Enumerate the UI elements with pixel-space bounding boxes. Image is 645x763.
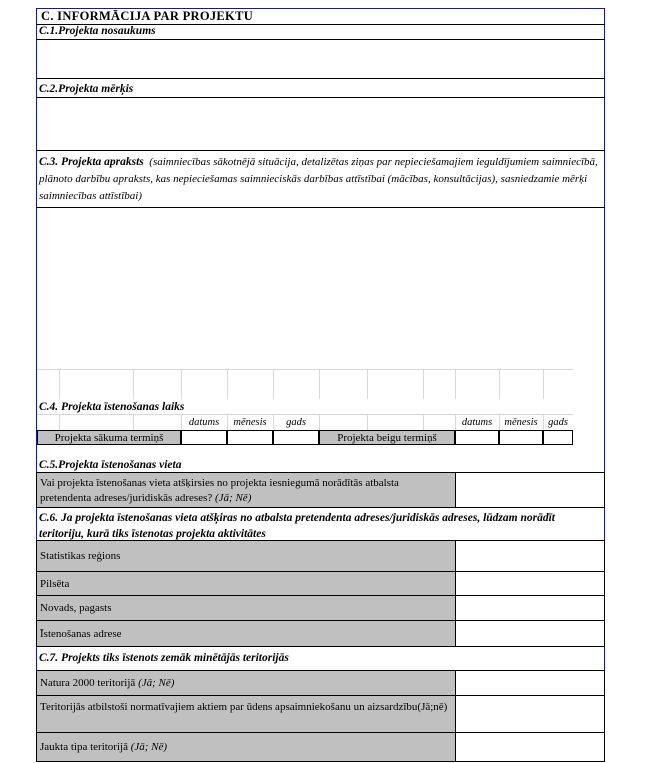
c1-label: C.1.Projekta nosaukums [39,25,156,37]
c4-label: C.4. Projekta īstenošanas laiks [39,401,185,413]
c3-faint-grid [37,369,573,398]
c3-input[interactable] [37,208,604,368]
end-year-input[interactable] [543,430,573,445]
c5-question [36,472,456,508]
end-month-input[interactable] [499,430,543,445]
c7-row-natura-label [36,670,456,696]
end-day-input[interactable] [455,430,499,445]
start-year-header: gads [286,417,306,428]
end-year-header: gads [548,417,568,428]
c7-row-mixed-hint: (Jā; Nē) [130,741,168,753]
c3-hint: (saimniecības sākotnējā situācija, detalizētas ziņas par nepieciešamajiem ieguldījumiem saimniecībā, plānoto darbību apraksts, kas nepieciešamas saimnieciskās darbības attīstībai (mācības, konsultācijas), sasniedzamie mērķi saimniecības attīstībai) [39,156,598,202]
c3-header [39,154,599,205]
c7-row-water-input[interactable] [455,695,605,733]
start-day-header: datums [188,417,220,428]
c2-bottom [36,150,605,151]
end-day-header: datums [461,417,493,428]
start-month-input[interactable] [227,430,273,445]
start-year-input[interactable] [273,430,319,445]
c6-row-city-input[interactable] [455,571,605,596]
start-month-header: mēnesis [233,417,267,428]
c2-input[interactable] [37,98,604,150]
c5-label: C.5.Projekta īstenošanas vieta [39,459,182,471]
c7-row-natura-hint: (Jā; Nē) [138,677,175,689]
c5-question-text: Vai projekta īstenošanas vieta atšķirsies no projekta iesniegumā norādītās atbalsta pretendenta adreses/juridiskās adreses? [40,477,399,504]
c7-row-natura-input[interactable] [455,670,605,696]
c6-row-city-label: Pilsēta [36,571,456,596]
c6-row-region-label: Statistikas reģions [36,540,456,572]
start-term-label: Projekta sākuma termiņš [37,430,181,445]
c7-row-mixed-text: Jaukta tipa teritorijā [40,741,128,753]
c2-label: C.2.Projekta mērķis [39,83,134,95]
c1-bottom [36,78,605,79]
c6-row-address-label: Īstenošanas adrese [36,620,456,647]
c7-row-mixed-label [36,732,456,762]
end-term-label: Projekta beigu termiņš [319,430,455,445]
section-title: C. INFORMĀCIJA PAR PROJEKTU [41,9,254,23]
end-month-header: mēnesis [504,417,538,428]
c5-answer-input[interactable] [455,472,605,508]
c7-row-mixed-input[interactable] [455,732,605,762]
c6-row-region-input[interactable] [455,540,605,572]
c7-row-water-label: Teritorijās atbilstoši normatīvajiem aktiem par ūdens apsaimniekošanu un aizsardzību(Jā;nē) [36,695,456,733]
start-day-input[interactable] [181,430,227,445]
c6-row-county-input[interactable] [455,595,605,621]
c6-row-county-label: Novads, pagasts [36,595,456,621]
c1-input[interactable] [37,40,604,78]
c7-row-natura-text: Natura 2000 teritorijā [40,677,136,689]
c3-label: C.3. Projekta apraksts [39,156,144,168]
c7-label: C.7. Projekts tiks īstenots zemāk minētājās teritorijās [39,652,289,664]
c5-question-hint: (Jā; Nē) [215,492,252,504]
c6-row-address-input[interactable] [455,620,605,647]
c6-label: C.6. Ja projekta īstenošanas vieta atšķiras no atbalsta pretendenta adreses/juridiskās adreses, lūdzam norādīt teritoriju, kurā tiks īstenotas projekta aktivitātes [39,512,555,540]
